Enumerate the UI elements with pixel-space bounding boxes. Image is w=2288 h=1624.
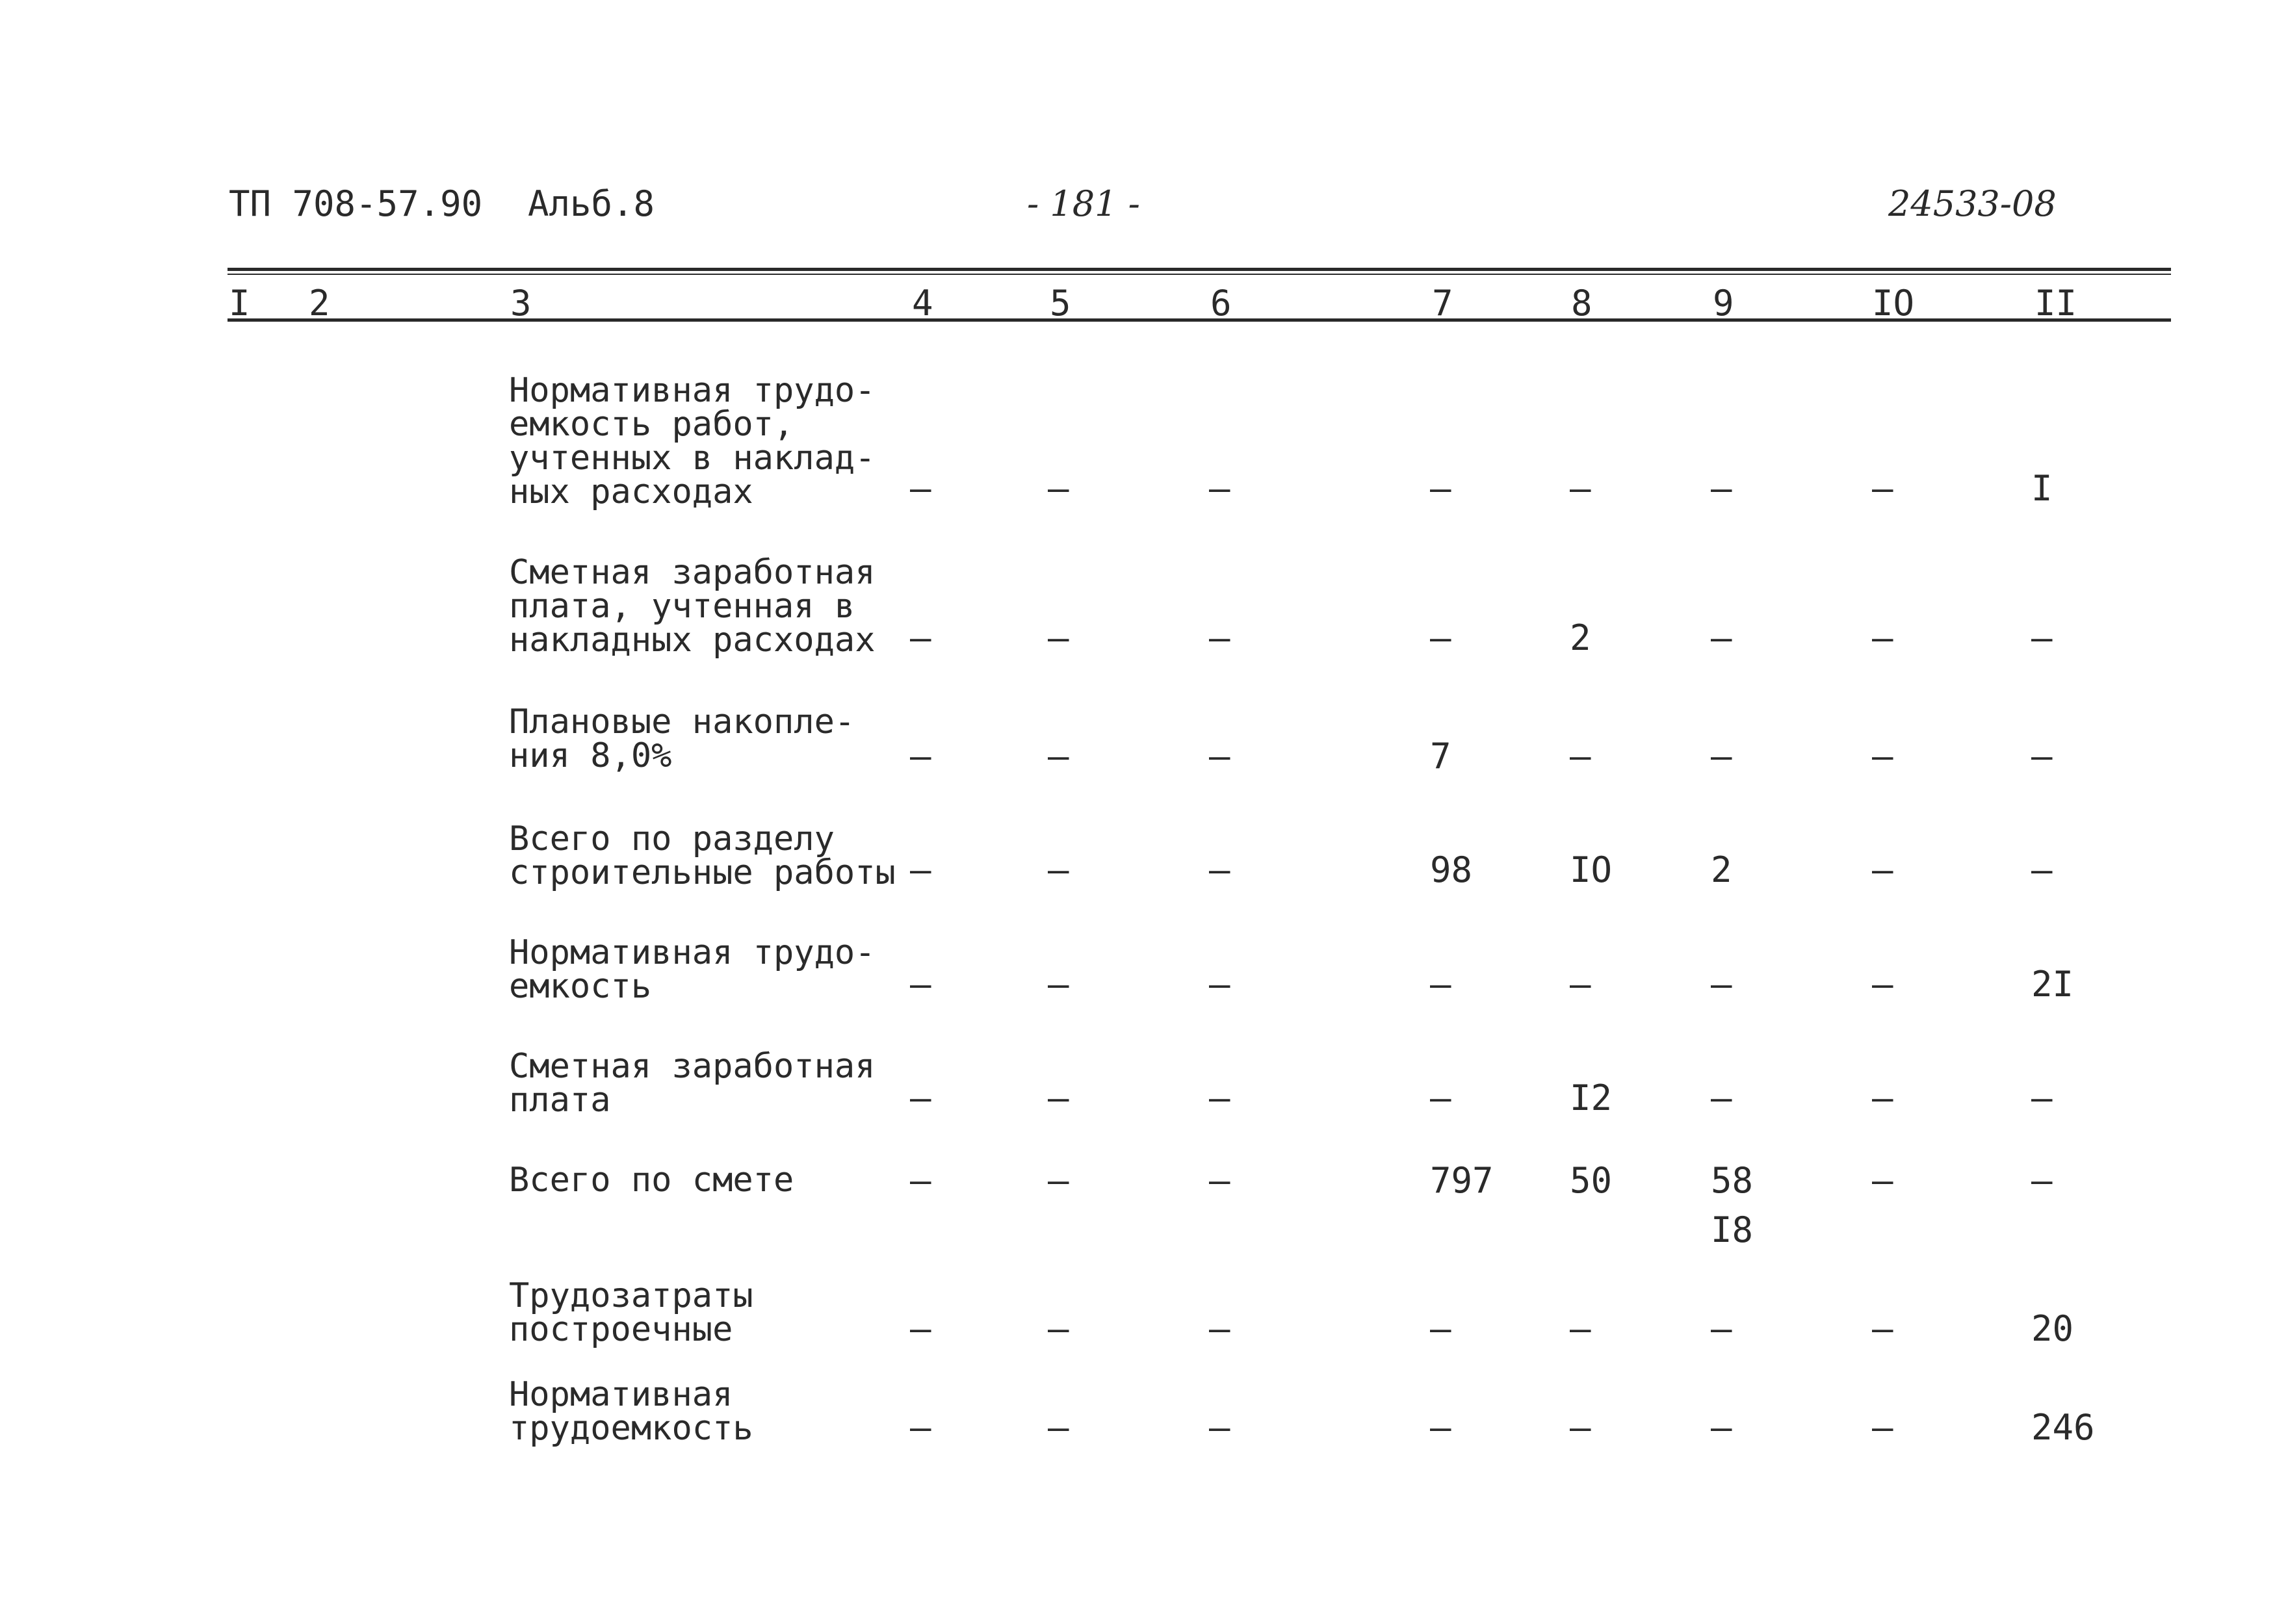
cell-c11: I xyxy=(2031,468,2053,509)
cell-c10: – xyxy=(1872,1160,1893,1201)
cell-c8: – xyxy=(1570,1308,1591,1349)
cell-c10: – xyxy=(1872,736,1893,777)
cell-c9: 2 xyxy=(1711,849,1732,890)
cell-c5: – xyxy=(1048,617,1069,658)
cell-c6: – xyxy=(1209,617,1230,658)
cell-c8: – xyxy=(1570,736,1591,777)
cell-c5: – xyxy=(1048,849,1069,890)
cell-c6: – xyxy=(1209,468,1230,509)
cell-c7: 797 xyxy=(1430,1160,1494,1201)
cell-c9: – xyxy=(1711,1077,1732,1118)
row-label: Плановые накопле- ния 8,0% xyxy=(509,702,855,775)
col-num-7: 7 xyxy=(1432,283,1453,324)
cell-c4: – xyxy=(910,1160,931,1201)
album-label: Альб.8 xyxy=(528,183,655,224)
cell-c11: 2I xyxy=(2031,964,2074,1005)
cell-c9: – xyxy=(1711,964,1732,1005)
cell-c4: – xyxy=(910,468,931,509)
row-label: Сметная заработная плата, учтенная в накладных расходах xyxy=(509,553,876,660)
cell-c7: 7 xyxy=(1430,736,1451,777)
cell-c10: – xyxy=(1872,964,1893,1005)
cell-c4: – xyxy=(910,1407,931,1448)
cell-c10: – xyxy=(1872,617,1893,658)
cell-c10: – xyxy=(1872,1077,1893,1118)
cell-c9: 58 xyxy=(1711,1160,1754,1201)
page-number: - 181 - xyxy=(1027,183,1140,224)
cell-c9-second-line: I8 xyxy=(1711,1209,1754,1250)
col-num-5: 5 xyxy=(1050,283,1071,324)
cell-c10: – xyxy=(1872,1308,1893,1349)
cell-c8: – xyxy=(1570,1407,1591,1448)
cell-c4: – xyxy=(910,1308,931,1349)
col-num-9: 9 xyxy=(1713,283,1734,324)
cell-c9: – xyxy=(1711,736,1732,777)
cell-c8: IO xyxy=(1570,849,1613,890)
row-label: Нормативная трудо- емкость работ, учтенных в наклад- ных расходах xyxy=(509,371,876,511)
col-num-11: II xyxy=(2034,283,2077,324)
cell-c11: – xyxy=(2031,736,2053,777)
cell-c5: – xyxy=(1048,1077,1069,1118)
col-num-10: IO xyxy=(1872,283,1915,324)
cell-c8: 2 xyxy=(1570,617,1591,658)
cell-c6: – xyxy=(1209,1407,1230,1448)
cell-c5: – xyxy=(1048,736,1069,777)
row-label: Сметная заработная плата xyxy=(509,1047,876,1120)
row-label: Трудозатраты построечные xyxy=(509,1276,753,1349)
cell-c10: – xyxy=(1872,468,1893,509)
row-label: Всего по разделу строительные работы xyxy=(509,819,896,892)
doc-code: ТП 708-57.90 xyxy=(229,183,483,224)
cell-c7: – xyxy=(1430,1407,1451,1448)
cell-c9: – xyxy=(1711,617,1732,658)
cell-c5: – xyxy=(1048,1308,1069,1349)
cell-c11: 246 xyxy=(2031,1407,2095,1448)
cell-c5: – xyxy=(1048,1407,1069,1448)
cell-c11: – xyxy=(2031,1077,2053,1118)
top-double-rule-2 xyxy=(228,274,2171,275)
cell-c6: – xyxy=(1209,849,1230,890)
cell-c5: – xyxy=(1048,468,1069,509)
cell-c4: – xyxy=(910,617,931,658)
cell-c7: – xyxy=(1430,617,1451,658)
row-label: Всего по смете xyxy=(509,1161,794,1200)
cell-c11: – xyxy=(2031,849,2053,890)
cell-c8: – xyxy=(1570,468,1591,509)
cell-c8: – xyxy=(1570,964,1591,1005)
cell-c4: – xyxy=(910,849,931,890)
cell-c4: – xyxy=(910,1077,931,1118)
cell-c4: – xyxy=(910,736,931,777)
col-num-4: 4 xyxy=(912,283,933,324)
cell-c10: – xyxy=(1872,849,1893,890)
cell-c5: – xyxy=(1048,1160,1069,1201)
cell-c8: I2 xyxy=(1570,1077,1613,1118)
col-num-2: 2 xyxy=(309,283,330,324)
cell-c7: – xyxy=(1430,964,1451,1005)
cell-c6: – xyxy=(1209,736,1230,777)
cell-c11: – xyxy=(2031,1160,2053,1201)
cell-c10: – xyxy=(1872,1407,1893,1448)
cell-c7: 98 xyxy=(1430,849,1473,890)
cell-c11: – xyxy=(2031,617,2053,658)
col-num-3: 3 xyxy=(510,283,532,324)
cell-c9: – xyxy=(1711,1308,1732,1349)
col-num-1: I xyxy=(229,283,250,324)
sheet-id: 24533-08 xyxy=(1888,183,2057,224)
cell-c6: – xyxy=(1209,964,1230,1005)
cell-c7: – xyxy=(1430,1308,1451,1349)
col-num-8: 8 xyxy=(1571,283,1592,324)
col-num-6: 6 xyxy=(1210,283,1232,324)
cell-c4: – xyxy=(910,964,931,1005)
top-double-rule xyxy=(228,268,2171,271)
cell-c9: – xyxy=(1711,468,1732,509)
cell-c9: – xyxy=(1711,1407,1732,1448)
cell-c6: – xyxy=(1209,1308,1230,1349)
cell-c7: – xyxy=(1430,1077,1451,1118)
cell-c11: 20 xyxy=(2031,1308,2074,1349)
cell-c6: – xyxy=(1209,1160,1230,1201)
cell-c5: – xyxy=(1048,964,1069,1005)
cell-c7: – xyxy=(1430,468,1451,509)
cell-c6: – xyxy=(1209,1077,1230,1118)
cell-c8: 50 xyxy=(1570,1160,1613,1201)
row-label: Нормативная трудоемкость xyxy=(509,1375,753,1448)
row-label: Нормативная трудо- емкость xyxy=(509,933,876,1006)
